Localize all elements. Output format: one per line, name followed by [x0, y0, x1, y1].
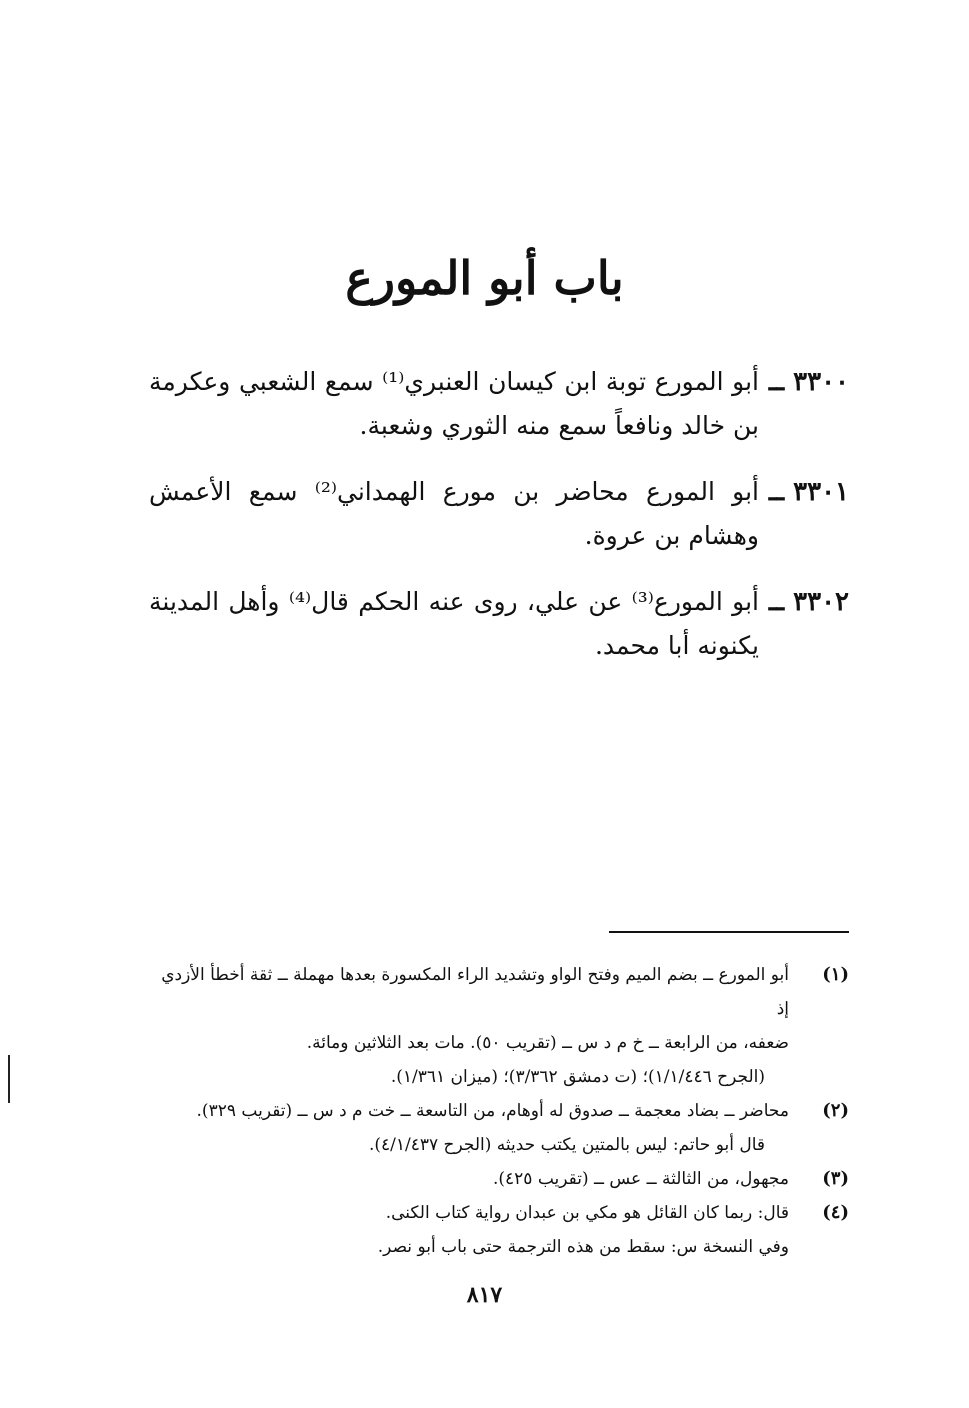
footnote-number: (١) — [822, 964, 849, 985]
footnote-line: قال: ربما كان القائل هو مكي بن عبدان رواية كتاب الكنى. — [385, 1203, 789, 1223]
entry-number: ٣٣٠١ ــ — [768, 477, 849, 507]
scan-margin-mark — [8, 1055, 10, 1103]
entry-number: ٣٣٠٢ ــ — [768, 587, 849, 617]
entry-text: أبو المورع توبة ابن كيسان العنبري⁽¹⁾ سمع الشعبي وعكرمة بن خالد ونافعاً سمع منه الثوري وشعبة. — [149, 367, 759, 440]
footnote-1 — [149, 958, 849, 1094]
footnote-line: مجهول، من الثالثة ــ عس ــ (تقريب ٤٢٥). — [492, 1169, 789, 1189]
footnotes-list — [149, 958, 849, 1264]
entry-number: ٣٣٠٠ ــ — [768, 367, 849, 397]
footnote-line: قال أبو حاتم: ليس بالمتين يكتب حديثه (الجرح ٤/١/٤٣٧). — [368, 1135, 765, 1155]
chapter-title: باب أبو المورع — [345, 251, 624, 305]
footnote-number: (٣) — [822, 1168, 849, 1189]
entry-3300 — [149, 360, 849, 448]
entry-3301 — [149, 470, 849, 558]
footnote-number: (٤) — [822, 1202, 849, 1223]
footnote-line: محاضر ــ بضاد معجمة ــ صدوق له أوهام، من التاسعة ــ خت م د س ــ (تقريب ٣٢٩). — [196, 1101, 789, 1121]
footnote-4 — [149, 1196, 849, 1264]
footnote-line: أبو المورع ــ بضم الميم وفتح الواو وتشديد الراء المكسورة بعدها مهملة ــ ثقة أخطأ الأزدي إذ — [161, 965, 789, 1019]
entries-list — [149, 360, 849, 690]
footnote-line: (الجرح ١/١/٤٤٦)؛ (ت دمشق ٣/٣٦٢)؛ (ميزان ١/٣٦١). — [390, 1067, 765, 1087]
entry-text: أبو المورع محاضر بن مورع الهمداني⁽²⁾ سمع الأعمش وهشام بن عروة. — [149, 477, 759, 550]
footnote-divider — [609, 931, 849, 933]
footnote-3 — [149, 1162, 849, 1196]
footnote-number: (٢) — [822, 1100, 849, 1121]
footnote-line: ضعفه، من الرابعة ــ خ م د س ــ (تقريب ٥٠). مات بعد الثلاثين ومائة. — [306, 1033, 789, 1053]
footnote-2 — [149, 1094, 849, 1162]
footnote-line: وفي النسخة س: سقط من هذه الترجمة حتى باب أبو نصر. — [377, 1237, 789, 1257]
entry-text: أبو المورع⁽³⁾ عن علي، روى عنه الحكم قال⁽⁴⁾ وأهل المدينة يكنونه أبا محمد. — [149, 587, 760, 660]
entry-3302 — [149, 580, 849, 668]
page-number: ٨١٧ — [466, 1282, 503, 1308]
